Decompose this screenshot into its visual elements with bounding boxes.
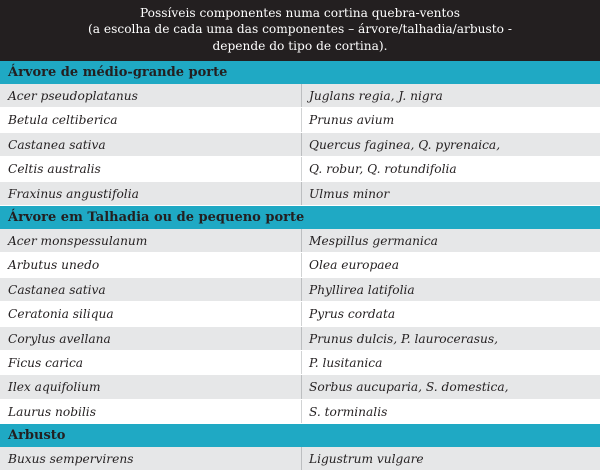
- table-row: [0, 229, 600, 253]
- species-cell-left: Castanea sativa: [0, 278, 302, 301]
- species-cell-left: Ilex aquifolium: [0, 375, 302, 398]
- species-cell-left: Arbutus unedo: [0, 253, 302, 276]
- section-header: Árvore em Talhadia ou de pequeno porte: [0, 206, 600, 229]
- table-row: [0, 133, 600, 157]
- table-row: [0, 278, 600, 302]
- section-header: Árvore de médio-grande porte: [0, 61, 600, 84]
- table-row: [0, 351, 600, 375]
- table-row: [0, 302, 600, 326]
- table-row: [0, 84, 600, 108]
- title-line-3: depende do tipo de cortina).: [212, 38, 388, 53]
- species-cell-left: Acer pseudoplatanus: [0, 84, 302, 107]
- species-cell-right: Quercus faginea, Q. pyrenaica,: [309, 137, 501, 152]
- species-cell-right: Olea europaea: [309, 258, 400, 273]
- species-cell-left: Laurus nobilis: [0, 400, 302, 423]
- table-row: [0, 447, 600, 471]
- species-cell-right: Ligustrum vulgare: [309, 452, 424, 467]
- title-line-1: Possíveis componentes numa cortina quebra-ventos: [139, 6, 461, 20]
- species-cell-right: Prunus dulcis, P. laurocerasus,: [309, 331, 498, 346]
- species-cell-left: Celtis australis: [0, 157, 302, 180]
- table-row: [0, 327, 600, 351]
- table-row: [0, 253, 600, 277]
- table-row: [0, 182, 600, 206]
- species-cell-right: Prunus avium: [309, 113, 395, 128]
- species-cell-left: Corylus avellana: [0, 327, 302, 350]
- table-row: [0, 375, 600, 399]
- species-cell-right: Pyrus cordata: [309, 307, 396, 322]
- species-cell-left: Ceratonia siliqua: [0, 302, 302, 325]
- species-cell-right: Ulmus minor: [309, 186, 390, 201]
- species-cell-right: Juglans regia, J. nigra: [309, 89, 443, 103]
- species-cell-left: Betula celtiberica: [0, 108, 302, 131]
- species-cell-left: Ficus carica: [0, 351, 302, 374]
- section-header: Arbusto: [0, 424, 600, 447]
- species-cell-left: Acer monspessulanum: [0, 229, 302, 252]
- species-cell-left: Castanea sativa: [0, 133, 302, 156]
- table-row: [0, 108, 600, 132]
- species-cell-right: P. lusitanica: [309, 355, 383, 370]
- table-row: [0, 400, 600, 424]
- species-cell-right: Sorbus aucuparia, S. domestica,: [309, 380, 509, 395]
- species-cell-right: Mespillus germanica: [309, 233, 438, 248]
- species-cell-left: Fraxinus angustifolia: [0, 182, 302, 205]
- table-body: [0, 61, 600, 471]
- table-row: [0, 157, 600, 181]
- species-cell-left: Buxus sempervirens: [0, 447, 302, 470]
- species-cell-right: S. torminalis: [309, 404, 388, 419]
- table-title: [0, 0, 600, 61]
- species-cell-right: Phyllirea latifolia: [309, 282, 415, 297]
- species-cell-right: Q. robur, Q. rotundifolia: [309, 162, 457, 177]
- title-line-2: (a escolha de cada uma das componentes – árvore/talhadia/arbusto -: [88, 22, 512, 37]
